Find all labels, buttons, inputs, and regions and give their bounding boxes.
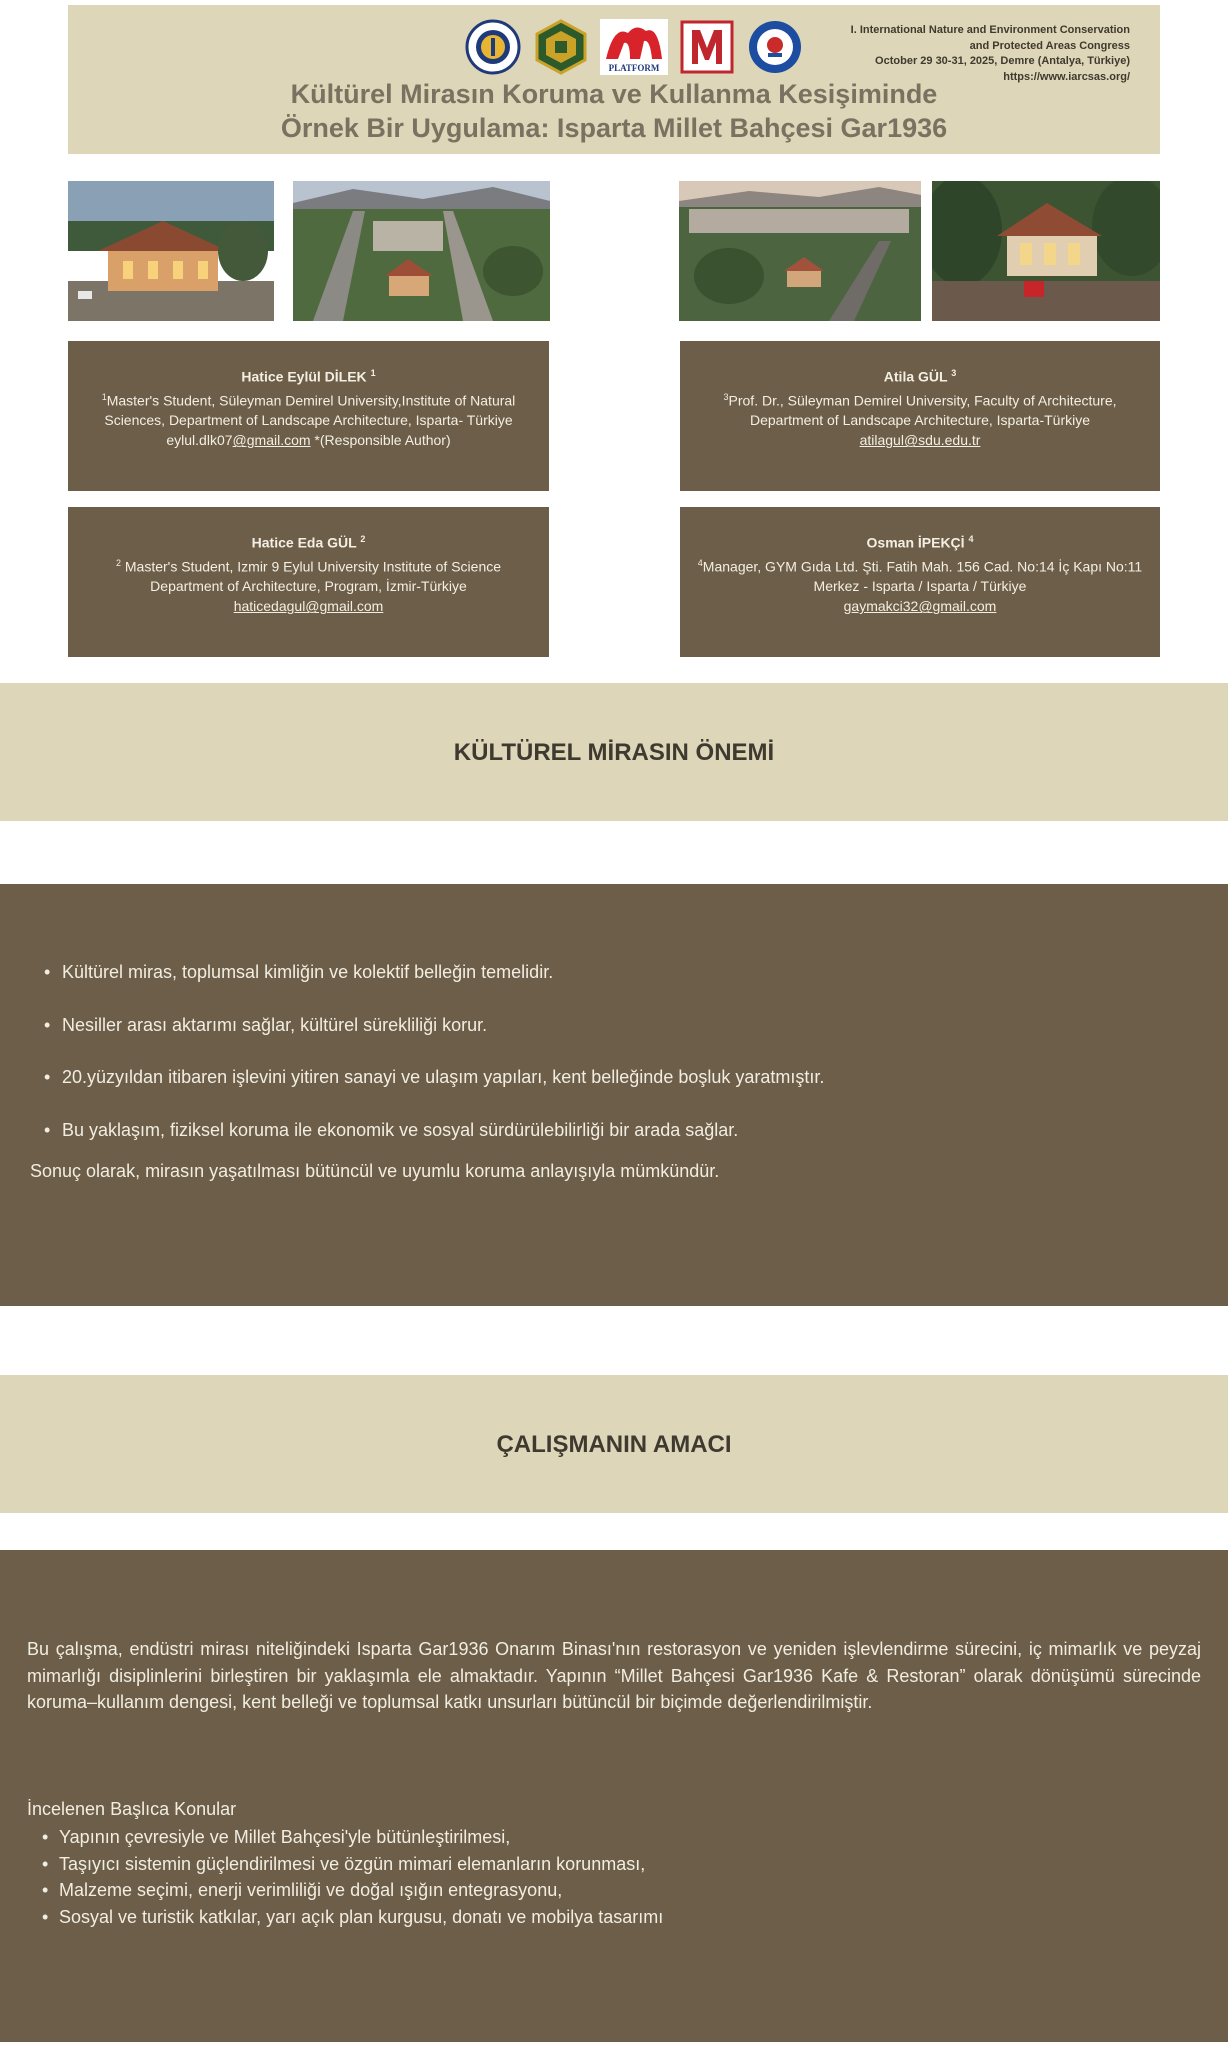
list-item: • Malzeme seçimi, enerji verimliliği ve doğal ışığın entegrasyonu,	[42, 1877, 663, 1904]
author-email	[680, 596, 1160, 616]
author-name: Atila GÜL $^3$	[883, 368, 957, 385]
congress-line: I. International Nature and Environment Conservation	[850, 24, 1130, 36]
author-email	[680, 430, 1160, 450]
author-email: eylul.dlk07@gmail.com *(Responsible Author)	[166, 432, 451, 449]
email-link[interactable]: atilagul@sdu.edu.tr	[859, 432, 981, 449]
congress-url[interactable]: https://www.iarcsas.org/	[1003, 70, 1130, 83]
section-1-header	[0, 683, 1228, 821]
list-item: • Nesiller arası aktarımı sağlar, kültürel sürekliliği korur.	[44, 1015, 1184, 1068]
logo-row	[464, 19, 804, 75]
email-link[interactable]: @gmail.com	[232, 432, 311, 449]
section-2-body	[0, 1550, 1228, 2042]
author-name: Osman İPEKÇİ $^4$	[866, 534, 974, 551]
section-2-header	[0, 1375, 1228, 1513]
list-item: • 20.yüzyıldan itibaren işlevini yitiren sanayi ve ulaşım yapıları, kent belleğinde boşluk yaratmıştır.	[44, 1067, 1184, 1120]
list-item: • Yapının çevresiyle ve Millet Bahçesi'yle bütünleştirilmesi,	[42, 1824, 663, 1851]
header-banner	[68, 5, 1160, 154]
author-affiliation: $^1$Master's Student, Süleyman Demirel University,Institute of Natural Sciences, Department of Landscape Architecture, Isparta- Türkiye	[101, 391, 516, 429]
importance-list	[44, 962, 1184, 1172]
author-affiliation: $^3$Prof. Dr., Süleyman Demirel University, Faculty of Architecture, Department of Landscape Architecture, Isparta-Türkiye	[723, 391, 1117, 429]
m-monogram-logo	[678, 19, 736, 75]
list-item: • Sosyal ve turistik katkılar, yarı açık plan kurgusu, donatı ve mobilya tasarımı	[42, 1904, 663, 1931]
author-affiliation: $^2$ Master's Student, Izmir 9 Eylul University Institute of Science Department of Architecture, Program, İzmir-Türkiye	[115, 557, 502, 595]
congress-info	[851, 23, 1130, 85]
conclusion-text: Sonuç olarak, mirasın yaşatılması bütüncül ve uyumlu koruma anlayışıyla mümkündür.	[30, 1161, 720, 1181]
title-line-2: Örnek Bir Uygulama: Isparta Millet Bahçesi Gar1936	[280, 113, 948, 143]
author-email	[68, 596, 549, 616]
author-card-3	[680, 341, 1160, 491]
svg-text:PLATFORM: PLATFORM	[608, 63, 660, 73]
author-card-4	[680, 507, 1160, 657]
aerial-city-view-photo	[679, 181, 921, 321]
topics-heading: İncelenen Başlıca Konular	[27, 1799, 237, 1819]
author-affiliation: $^4$Manager, GYM Gıda Ltd. Şti. Fatih Mah. 156 Cad. No:14 İç Kapı No:11 Merkez - Isparta / Isparta / Türkiye	[697, 557, 1143, 595]
cafe-garden-photo	[932, 181, 1160, 321]
title-line-1: Kültürel Mirasın Koruma ve Kullanma Kesişiminde	[290, 79, 938, 109]
list-item: • Bu yaklaşım, fiziksel koruma ile ekonomik ve sosyal sürdürülebilirliği bir arada sağlar.	[44, 1120, 1184, 1173]
section-2-title: ÇALIŞMANIN AMACI	[496, 1431, 732, 1458]
author-card-1	[68, 341, 549, 491]
poster-title	[68, 77, 1160, 145]
topics-list	[42, 1824, 663, 1930]
congress-line: and Protected Areas Congress	[969, 39, 1130, 52]
hexagon-emblem-logo	[532, 19, 590, 75]
platform-logo	[600, 19, 668, 75]
author-name: Hatice Eda GÜL $^2$	[251, 534, 366, 551]
aerial-railway-photo	[293, 181, 550, 321]
list-item: • Kültürel miras, toplumsal kimliğin ve kolektif belleğin temelidir.	[44, 962, 1184, 1015]
email-link[interactable]: gaymakci32@gmail.com	[843, 598, 997, 615]
section-1-title: KÜLTÜREL MİRASIN ÖNEMİ	[453, 739, 775, 766]
section-1-body	[0, 884, 1228, 1306]
congress-date: October 29 30-31, 2025, Demre (Antalya, Türkiye)	[875, 55, 1130, 67]
author-card-2	[68, 507, 549, 657]
list-item: • Taşıyıcı sistemin güçlendirilmesi ve özgün mimari elemanların korunması,	[42, 1851, 663, 1878]
aim-paragraph: Bu çalışma, endüstri mirası niteliğindeki Isparta Gar1936 Onarım Binası'nın restorasyon ve yeniden işlevlendirme sürecini, iç mimarlık ve peyzaj mimarlığı disiplinlerini birleştiren bir yaklaşımla ele almaktadır. Yapının “Millet Bahçesi Gar1936 Kafe & Restoran” olarak dönüşümü sürecinde koruma–kullanım dengesi, kent belleği ve toplumsal katkı unsurları bütüncül bir biçimde değerlendirilmiştir.	[27, 1639, 1201, 1712]
author-name: Hatice Eylül DİLEK $^1$	[241, 368, 376, 385]
demre-municipality-logo	[746, 19, 804, 75]
station-building-dusk-photo	[68, 181, 274, 321]
email-link[interactable]: haticedagul@gmail.com	[233, 598, 384, 615]
university-seal-logo	[464, 19, 522, 75]
